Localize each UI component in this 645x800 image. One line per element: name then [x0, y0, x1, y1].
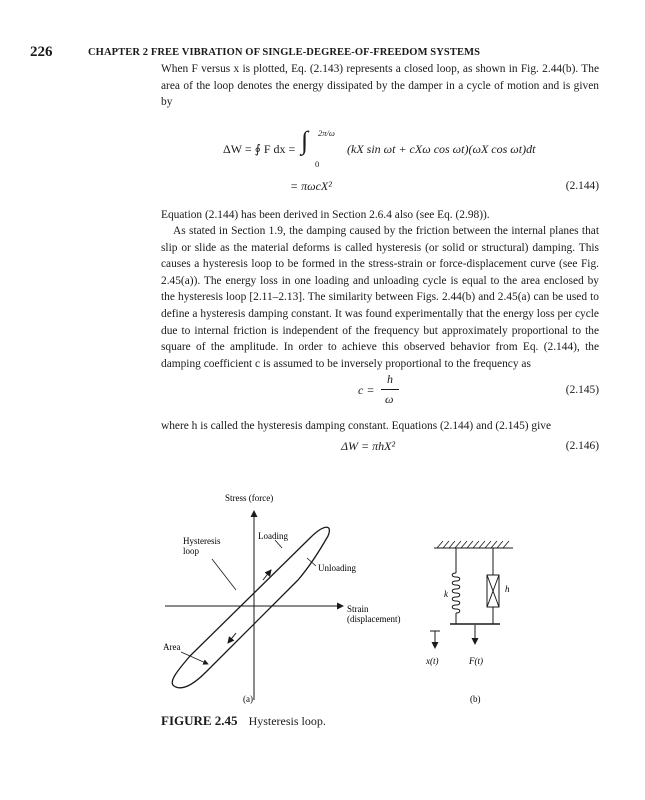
eq-number-2144: (2.144): [565, 180, 599, 192]
paragraph-4: where h is called the hysteresis damping constant. Equations (2.144) and (2.145) give: [161, 420, 552, 432]
label-stress: Stress (force): [225, 493, 274, 503]
paragraph-3: As stated in Section 1.9, the damping caused by the friction between the internal planes that slip or slide as the material deforms is called hysteresis (or solid or structural) damping. This causes a hysteresis loop to be formed in the stress-strain or force-displacement curve (see Fig. 2.45(a)). The energy loss in one loading and unloading cycle is equal to the area enclosed by the hysteresis loop [2.11–2.13]. The similarity between Figs. 2.44(b) and 2.45(a) can be used to define a hysteresis damping constant. It was found experimentally that the energy loss per cycle due to internal friction is independent of the frequency but approximately proportional to the square of the amplitude. In order to achieve this observed behavior from Eq. (2.144), the damping coefficient c is assumed to be inversely proportional to the frequency as: [161, 225, 599, 370]
eq-2145-lhs: c =: [358, 383, 375, 397]
paragraph-2: Equation (2.144) has been derived in Section 2.6.4 also (see Eq. (2.98)).: [161, 209, 490, 221]
figure-label: FIGURE 2.45: [161, 713, 238, 728]
integral-sign: ∫: [301, 126, 309, 155]
label-loop: loop: [183, 546, 200, 556]
eq-number-2146: (2.146): [565, 440, 599, 452]
eq-number-2145: (2.145): [565, 384, 599, 396]
unloading-arrow: [228, 633, 236, 643]
paragraph-1: When F versus x is plotted, Eq. (2.143) represents a closed loop, as shown in Fig. 2.44(b). The area of the loop denotes the energy dissipated by the damper in a cycle of motion and is given by: [161, 63, 599, 109]
label-strain: Strain: [347, 604, 369, 614]
label-Ft: F(t): [469, 656, 483, 666]
hysteresis-leader: [212, 559, 236, 590]
loading-arrow: [263, 570, 271, 580]
chapter-title: CHAPTER 2 FREE VIBRATION OF SINGLE-DEGREE-OF-FREEDOM SYSTEMS: [88, 47, 481, 58]
label-a: (a): [243, 694, 253, 704]
eq-2144-upper-limit: 2π/ω: [318, 128, 335, 138]
label-h: h: [505, 584, 510, 594]
label-b: (b): [470, 694, 481, 704]
label-displacement: (displacement): [347, 614, 401, 624]
figure-caption: [161, 713, 326, 729]
loading-leader: [275, 540, 282, 548]
label-unloading: Unloading: [318, 563, 356, 573]
unloading-leader: [307, 558, 316, 566]
eq-2145-numerator: h: [387, 372, 393, 386]
label-area: Area: [163, 642, 181, 652]
eq-2146-text: ΔW = πhX²: [341, 439, 396, 453]
eq-2144-lower-limit: 0: [315, 159, 320, 169]
eq-2144-lhs: ΔW = ∮ F dx =: [223, 142, 296, 156]
eq-2145-denominator: ω: [385, 392, 394, 406]
label-xt: x(t): [426, 656, 439, 666]
ground-hatch: [437, 541, 509, 548]
eq-2144-result: = πωcX²: [290, 179, 332, 193]
label-loading: Loading: [258, 531, 288, 541]
label-hysteresis: Hysteresis: [183, 536, 221, 546]
figure-caption-text: Hysteresis loop.: [248, 714, 326, 728]
label-k: k: [444, 589, 448, 599]
spring-coil: [452, 573, 460, 613]
page-number: 226: [30, 44, 53, 60]
eq-2144-integrand: (kX sin ωt + cXω cos ωt)(ωX cos ωt)dt: [347, 142, 536, 156]
